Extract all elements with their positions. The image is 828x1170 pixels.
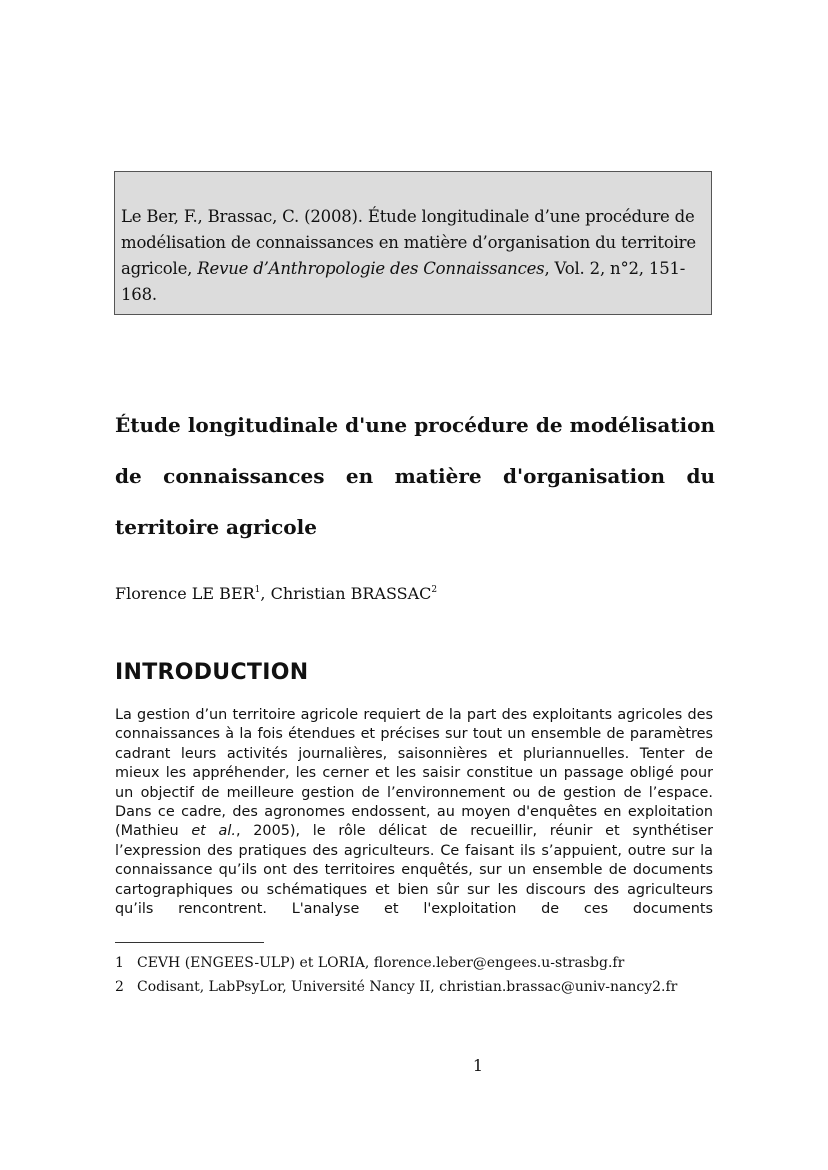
citation-details: , Vol. 2, n°2, 151-168. [121,259,686,304]
intro-text-etal: et al. [191,823,236,840]
author-affiliation-mark: 2 [431,585,438,595]
author-separator: , [260,584,271,603]
footnote-number: 1 [115,955,124,971]
author-name: Florence LE BER [115,584,255,603]
page-number: 1 [472,1056,484,1075]
footnote-number: 2 [115,979,124,995]
intro-text-part2: , 2005), le rôle délicat de recueillir, réunir et synthétiser l’expression des pratiques des agriculteurs. Ce faisant ils s’appuient, outre sur la connaissance qu’ils ont des territoires enquêtés, sur un ensemble de documents cartographiques ou schématiques et bien sûr sur les discours des agriculteurs qu’ils rencontrent. L'analyse et l'exploitation de ces documents [115,823,713,918]
footnote-separator [115,942,264,943]
footnote [115,975,715,999]
footnote-text: Codisant, LabPsyLor, Université Nancy II, christian.brassac@univ-nancy2.fr [137,979,678,995]
section-heading: INTRODUCTION [115,660,309,685]
author-name: Christian BRASSAC [270,584,432,603]
citation-journal: Revue d’Anthropologie des Connaissances [197,259,545,278]
author-line [115,582,437,606]
citation-box [114,171,712,315]
paper-title: Étude longitudinale d'une procédure de modélisation de connaissances en matière d'organisation du territoire agricole [115,413,715,539]
intro-paragraph [115,706,713,938]
footnotes [115,951,715,999]
footnote-text: CEVH (ENGEES-ULP) et LORIA, florence.leber@engees.u-strasbg.fr [137,955,625,971]
intro-text-part1: La gestion d’un territoire agricole requiert de la part des exploitants agricoles des connaissances à la fois étendues et précises sur tout un ensemble de paramètres cadrant leurs activités journalières, saisonnières et pluriannuelles. Tenter de mieux les appréhender, les cerner et les saisir constitue un passage obligé pour un objectif de meilleure gestion de l’environnement ou de gestion de l’espace. Dans ce cadre, des agronomes endossent, au moyen d'enquêtes en exploitation (Mathieu [115,707,713,840]
citation-authors-year: Le Ber, F., Brassac, C. (2008). [121,207,368,226]
author-affiliation-mark: 1 [254,585,261,595]
citation-title: Étude longitudinale d’une procédure de modélisation de connaissances en matière d’organisation du territoire agricole, [121,207,696,278]
footnote [115,951,715,975]
